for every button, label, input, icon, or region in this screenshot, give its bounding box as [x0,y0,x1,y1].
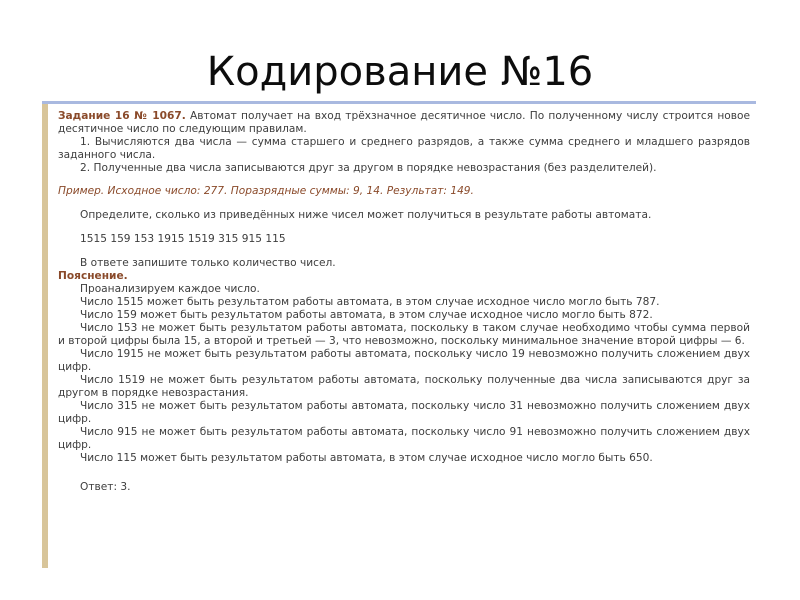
spacer [58,175,750,185]
explanation-line: Число 315 не может быть результатом работы автомата, поскольку число 31 невозможно получить сложением двух цифр. [58,400,750,425]
task-intro: Автомат получает на вход трёхзначное десятичное число. По полученному числу строится новое десятичное число по следующим правилам. [58,110,750,135]
task-rule-1: 1. Вычисляются два числа — сумма старшего и среднего разрядов, а также сумма среднего и младшего разрядов заданного числа. [58,136,750,161]
explanation-line: Число 153 не может быть результатом работы автомата, поскольку в таком случае необходимо чтобы сумма первой и второй цифры была 15, а второй и третьей — 3, что невозможно, поскольку минимальное значение второй цифры — 6. [58,322,750,347]
explanation-line: Число 159 может быть результатом работы автомата, в этом случае исходное число могло быть 872. [80,309,653,321]
explanation-line: Проанализируем каждое число. [80,283,260,295]
task-numbers: 1515 159 153 1915 1519 315 915 115 [80,233,286,245]
explanation-answer: Ответ: 3. [80,481,131,493]
explanation-line: Число 1515 может быть результатом работы автомата, в этом случае исходное число могло быть 787. [80,296,660,308]
task-intro-paragraph [58,110,750,136]
explanation-line: Число 1519 не может быть результатом работы автомата, поскольку полученные два числа записываются друг за другом в порядке невозрастания. [58,374,750,399]
explanation-line: Число 1915 не может быть результатом работы автомата, поскольку число 19 невозможно получить сложением двух цифр. [58,348,750,373]
explanation-line: Число 115 может быть результатом работы автомата, в этом случае исходное число могло быть 650. [80,452,653,464]
slide-title: Кодирование №16 [206,49,594,95]
task-instruction: В ответе запишите только количество чисел. [80,257,336,269]
spacer [58,198,750,209]
task-rule-2: 2. Полученные два числа записываются друг за другом в порядке невозрастания (без разделителей). [80,162,657,174]
task-heading: Задание 16 № 1067. [58,110,186,122]
task-question: Определите, сколько из приведённых ниже чисел может получиться в результате работы автомата. [80,209,652,221]
spacer [58,222,750,233]
task-screenshot [42,104,758,568]
explanation-heading: Пояснение. [58,270,128,282]
explanation-line: Число 915 не может быть результатом работы автомата, поскольку число 91 невозможно получить сложением двух цифр. [58,426,750,451]
task-example: Пример. Исходное число: 277. Поразрядные суммы: 9, 14. Результат: 149. [58,185,474,197]
spacer [58,246,750,257]
